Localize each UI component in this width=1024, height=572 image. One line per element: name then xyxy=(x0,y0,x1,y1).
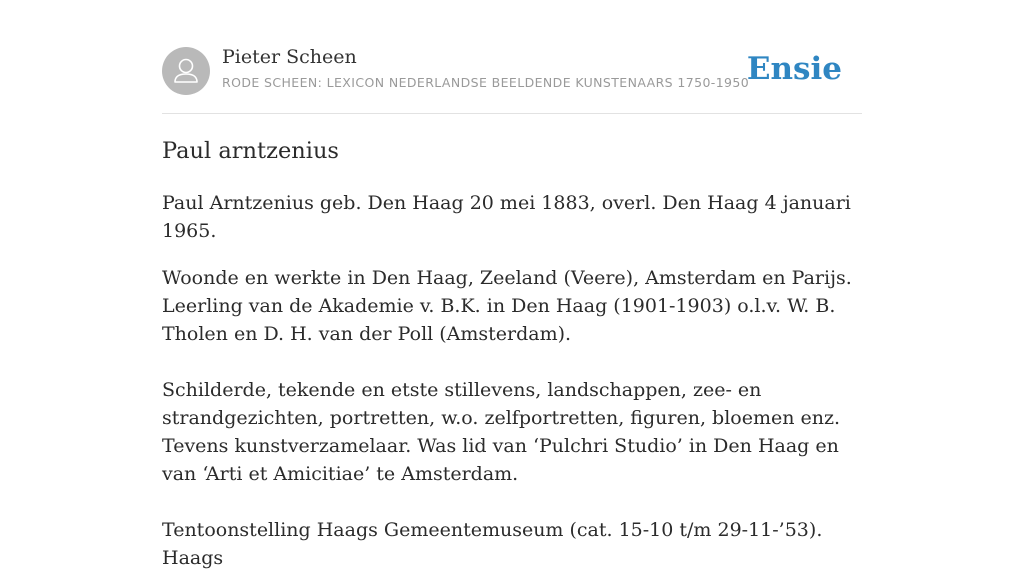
article-paragraph: Woonde en werkte in Den Haag, Zeeland (Veere), Amsterdam en Parijs. Leerling van de Akademie v. B.K. in Den Haag (1901-1903) o.l.v. W. B. Tholen en D. H. van der Poll (Amsterdam). xyxy=(162,267,852,345)
article-title: Paul arntzenius xyxy=(162,138,339,164)
article-paragraph: Schilderde, tekende en etste stillevens, landschappen, zee- en strandgezichten, portretten, w.o. zelfportretten, figuren, bloemen enz. Tevens kunstverzamelaar. Was lid van ‘Pulchri Studio’ in Den Haag en van ‘Arti et Amicitiae’ te Amsterdam. xyxy=(162,379,841,485)
article-body xyxy=(162,189,862,572)
ensie-logo[interactable]: Ensie xyxy=(746,51,842,87)
user-icon xyxy=(162,47,210,95)
article-header xyxy=(162,46,862,114)
article-paragraph: Tentoonstelling Haags Gemeentemuseum (cat. 15-10 t/m 29-11-’53). Haags xyxy=(162,519,823,569)
source-title[interactable]: RODE SCHEEN: LEXICON NEDERLANDSE BEELDENDE KUNSTENAARS 1750-1950 xyxy=(222,75,750,90)
author-name[interactable]: Pieter Scheen xyxy=(222,46,357,68)
article-intro: Paul Arntzenius geb. Den Haag 20 mei 1883, overl. Den Haag 4 januari 1965. xyxy=(162,192,851,242)
author-avatar[interactable] xyxy=(162,47,210,95)
